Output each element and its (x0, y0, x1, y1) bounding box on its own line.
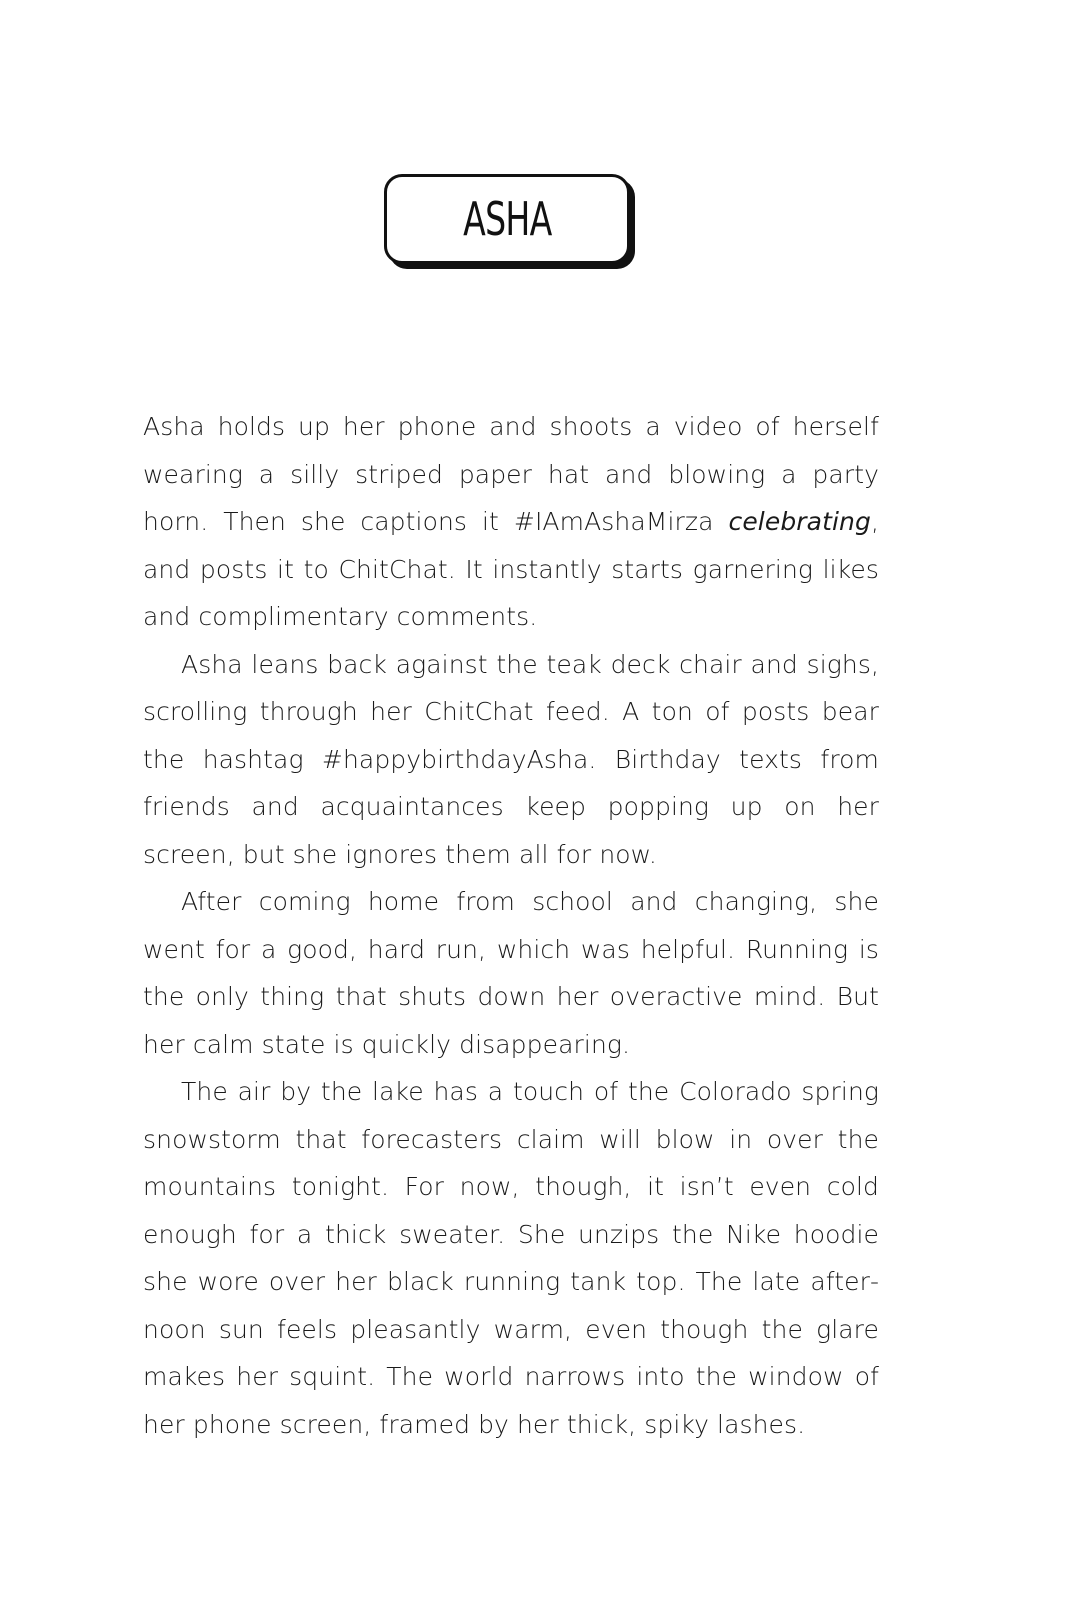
paragraph: After coming home from school and changing, she went for a good, hard run, which was helpful. Running is the only thing that shuts down her overactive mind. But her calm state is quickly disappearing. (143, 887, 879, 1059)
paragraph-emphasis: celebrating (728, 507, 871, 536)
paragraph: Asha leans back against the teak deck chair and sighs, scrolling through her ChitChat feed. A ton of posts bear the hashtag #happybirthdayAsha. Birthday texts from friends and acquaintances keep popping up on her screen, but she ignores them all for now. (143, 649, 879, 869)
paragraph (143, 403, 879, 641)
chapter-title: ASHA (462, 192, 552, 246)
paragraph: The air by the lake has a touch of the Colorado spring snowstorm that forecasters claim will blow in over the mountains tonight. For now, though, it isn’t even cold enough for a thick sweater. She unzips the Nike hoodie she wore over her black running tank top. The late afternoon sun feels pleasantly warm, even though the glare makes her squint. The world narrows into the window of her phone screen, framed by her thick, spiky lashes. (143, 1077, 879, 1439)
body-text (143, 403, 879, 1448)
chapter-heading-box (384, 174, 630, 264)
paragraph-text: , and posts it to ChitChat. It instantly starts garnering likes and complimentary comments. (143, 507, 879, 631)
paragraph-text: Asha holds up her phone and shoots a video of herself wearing a silly striped paper hat and blowing a party horn. Then she captions it #IAmAshaMirza (143, 412, 879, 536)
